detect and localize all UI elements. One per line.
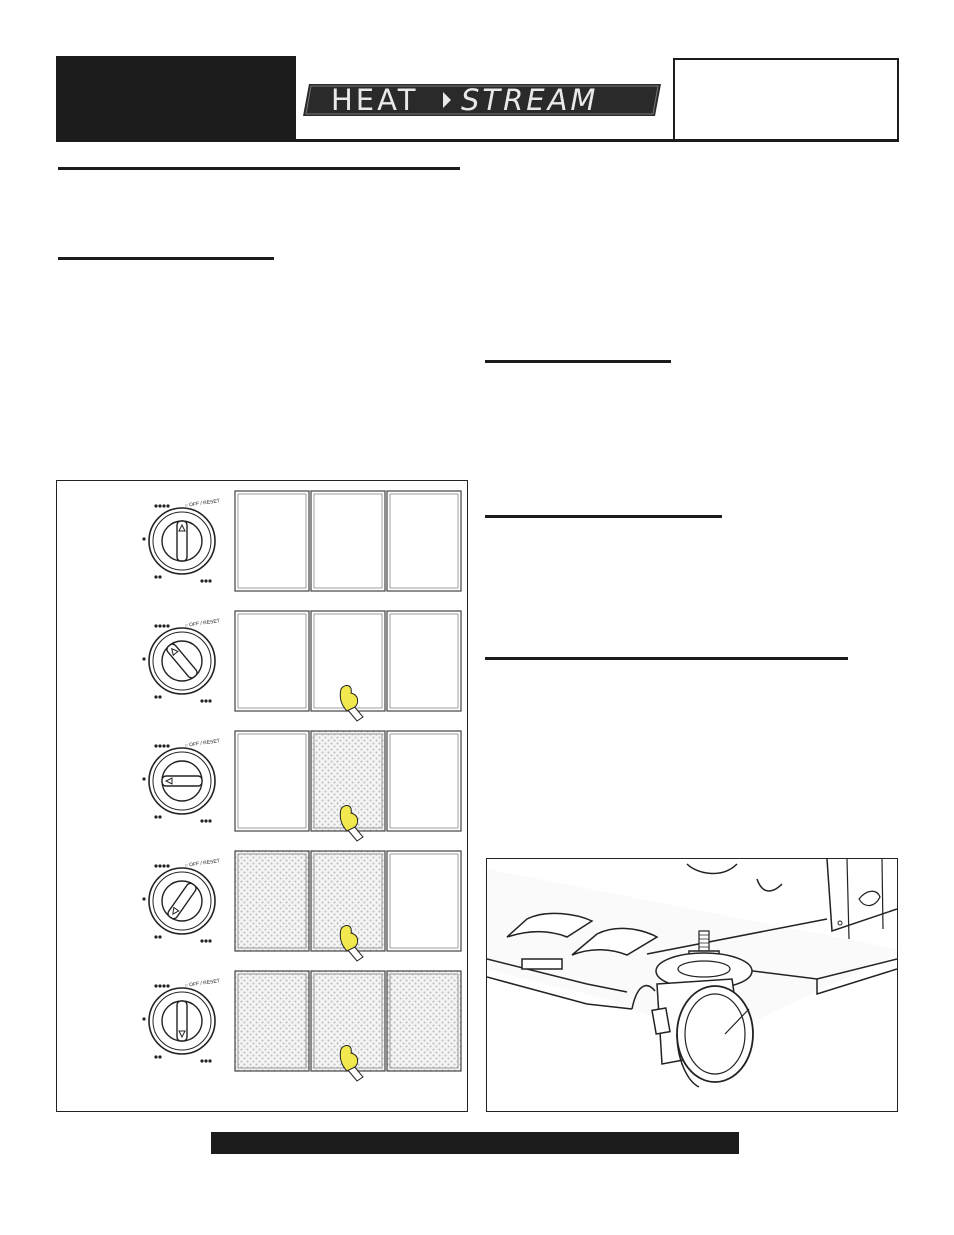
- logo-text-stream: STREAM: [461, 83, 599, 117]
- heater-panel-icon: [235, 851, 309, 951]
- section-heading-rule-2: [58, 257, 274, 260]
- heatstream-logo: [303, 82, 663, 118]
- caster-wheel-icon: [677, 986, 753, 1082]
- threaded-stud-icon: [699, 931, 709, 951]
- dial-off-reset-label: ○ OFF / RESET: [184, 738, 221, 749]
- heater-panel-icon: [387, 731, 461, 831]
- heater-panel-icon: [235, 731, 309, 831]
- heater-panel-icon: [387, 851, 461, 951]
- dial-off-reset-label: ○ OFF / RESET: [184, 858, 221, 869]
- section-heading-rule-5: [485, 657, 848, 660]
- heater-panel-icon: [235, 491, 309, 591]
- heater-panel-icon: [387, 491, 461, 591]
- thermostat-step-5: [142, 971, 461, 1081]
- thermostat-step-2: [142, 611, 461, 721]
- section-heading-rule-1: [58, 167, 460, 170]
- caster-diagram: [487, 859, 897, 1111]
- footer-bar: [211, 1132, 739, 1154]
- header-black-block: [56, 56, 296, 140]
- logo-text-heat: HEAT: [331, 83, 419, 117]
- logo-graphic: [303, 82, 663, 118]
- thermostat-step-1: [142, 491, 461, 591]
- header-rule: [56, 139, 898, 142]
- heater-panel-icon: [311, 491, 385, 591]
- dial-off-reset-label: ○ OFF / RESET: [184, 978, 221, 989]
- caster-figure: [486, 858, 898, 1112]
- thermostat-diagram: [57, 481, 467, 1111]
- thermostat-dial-icon: [142, 618, 220, 702]
- header-section-box: [673, 58, 899, 142]
- thermostat-dial-icon: [142, 498, 220, 582]
- thermostat-figure: [56, 480, 468, 1112]
- section-heading-rule-3: [485, 360, 671, 363]
- dial-off-reset-label: ○ OFF / RESET: [184, 618, 221, 629]
- thermostat-dial-icon: [142, 738, 220, 822]
- heater-panel-icon: [235, 611, 309, 711]
- heater-panel-icon: [387, 971, 461, 1071]
- heater-panel-icon: [387, 611, 461, 711]
- thermostat-dial-icon: [142, 858, 220, 942]
- thermostat-step-3: [142, 731, 461, 841]
- dial-off-reset-label: ○ OFF / RESET: [184, 498, 221, 509]
- thermostat-dial-icon: [142, 978, 220, 1062]
- heater-panel-icon: [235, 971, 309, 1071]
- section-heading-rule-4: [485, 515, 722, 518]
- thermostat-step-4: [142, 851, 461, 961]
